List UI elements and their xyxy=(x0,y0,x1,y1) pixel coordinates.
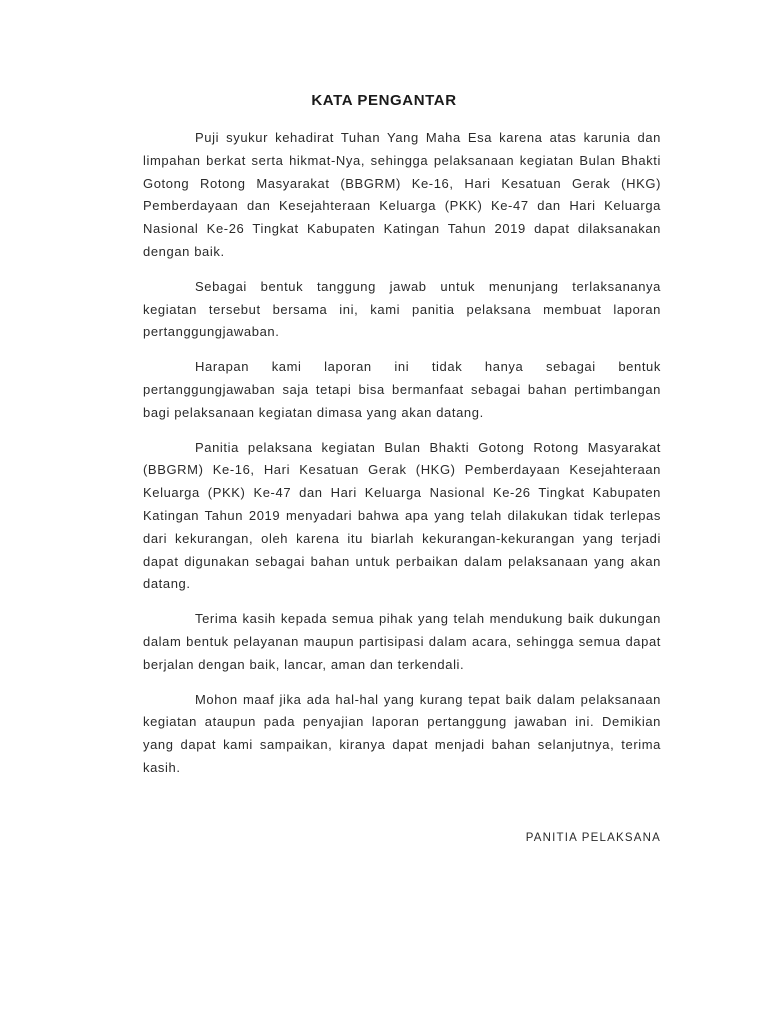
document-body xyxy=(143,127,661,792)
paragraph-5: Terima kasih kepada semua pihak yang telah mendukung baik dukungan dalam bentuk pelayanan maupun partisipasi dalam acara, sehingga semua dapat berjalan dengan baik, lancar, aman dan terkendali. xyxy=(143,611,661,672)
paragraph-3: Harapan kami laporan ini tidak hanya sebagai bentuk pertanggungjawaban saja tetapi bisa bermanfaat sebagai bahan pertimbangan bagi pelaksanaan kegiatan dimasa yang akan datang. xyxy=(143,359,661,420)
paragraph-6: Mohon maaf jika ada hal-hal yang kurang tepat baik dalam pelaksanaan kegiatan ataupun pada penyajian laporan pertanggung jawaban ini. Demikian yang dapat kami sampaikan, kiranya dapat menjadi bahan selanjutnya, terima kasih. xyxy=(143,691,661,775)
paragraph-1: Puji syukur kehadirat Tuhan Yang Maha Esa karena atas karunia dan limpahan berkat serta hikmat-Nya, sehingga pelaksanaan kegiatan Bulan Bhakti Gotong Rotong Masyarakat (BBGRM) Ke-16, Hari Kesatuan Gerak (HKG) Pemberdayaan dan Kesejahteraan Keluarga (PKK) Ke-47 dan Hari Keluarga Nasional Ke-26 Tingkat Kabupaten Katingan Tahun 2019 dapat dilaksanakan dengan baik. xyxy=(143,130,661,259)
paragraph-4: Panitia pelaksana kegiatan Bulan Bhakti Gotong Rotong Masyarakat (BBGRM) Ke-16, Hari Kesatuan Gerak (HKG) Pemberdayaan Kesejahteraan Keluarga (PKK) Ke-47 dan Hari Keluarga Nasional Ke-26 Tingkat Kabupaten Katingan Tahun 2019 menyadari bahwa apa yang telah dilakukan tidak terlepas dari kekurangan, oleh karena itu biarlah kekurangan-kekurangan yang terjadi dapat digunakan sebagai bahan untuk perbaikan dalam pelaksanaan yang akan datang. xyxy=(143,439,661,592)
signature-line: PANITIA PELAKSANA xyxy=(525,832,661,844)
paragraph-2: Sebagai bentuk tanggung jawab untuk menunjang terlaksananya kegiatan tersebut bersama ini, kami panitia pelaksana membuat laporan pertanggungjawaban. xyxy=(143,278,661,340)
document-title: KATA PENGANTAR xyxy=(311,92,457,109)
